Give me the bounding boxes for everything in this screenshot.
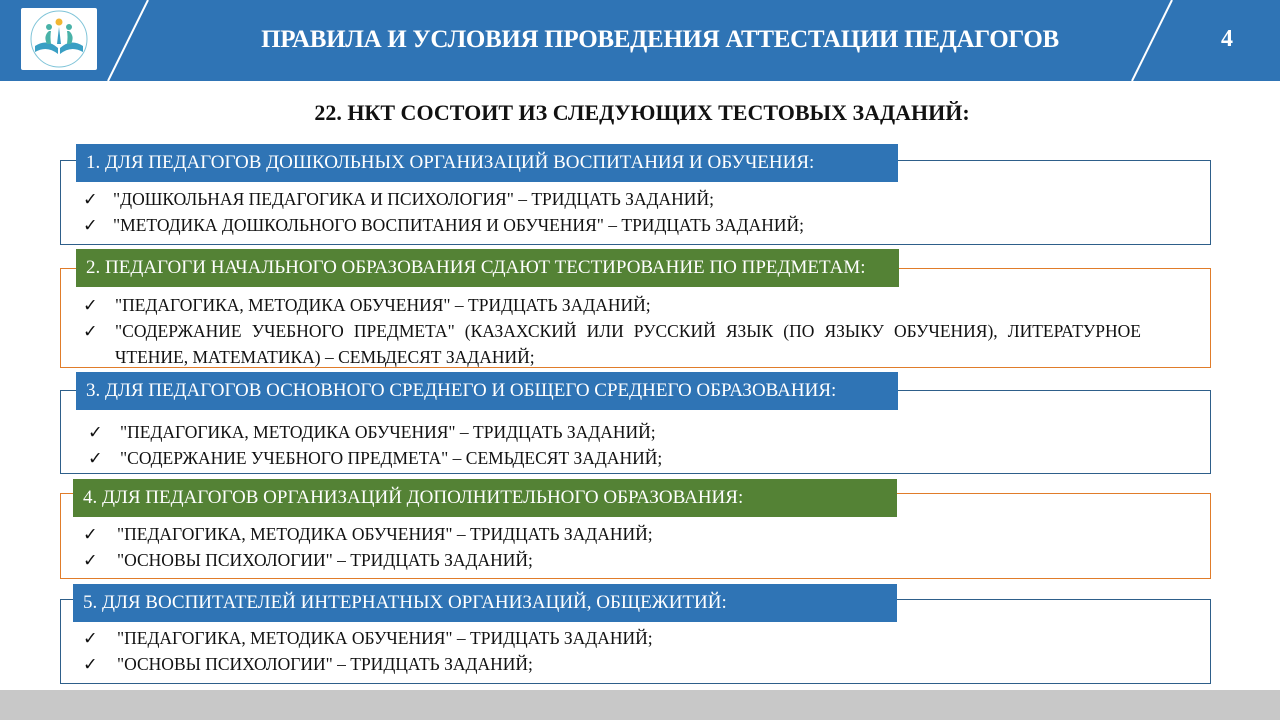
check-icon: ✓ — [88, 422, 103, 442]
footer-bar — [0, 690, 1280, 720]
check-icon: ✓ — [83, 321, 98, 341]
check-icon: ✓ — [83, 215, 98, 235]
section-3-box: ✓ "ПЕДАГОГИКА, МЕТОДИКА ОБУЧЕНИЯ" – ТРИДЦАТЬ ЗАДАНИЙ; ✓ "СОДЕРЖАНИЕ УЧЕБНОГО ПРЕДМЕТА" – СЕМЬДЕСЯТ ЗАДАНИЙ; — [60, 390, 1211, 474]
check-icon: ✓ — [88, 448, 103, 468]
slide-title: ПРАВИЛА И УСЛОВИЯ ПРОВЕДЕНИЯ АТТЕСТАЦИИ ПЕДАГОГОВ — [261, 26, 1059, 53]
section-2-box: ✓ "ПЕДАГОГИКА, МЕТОДИКА ОБУЧЕНИЯ" – ТРИДЦАТЬ ЗАДАНИЙ; ✓ "СОДЕРЖАНИЕ УЧЕБНОГО ПРЕДМЕТА" (КАЗАХСКИЙ ИЛИ РУССКИЙ ЯЗЫК (ПО ЯЗЫКУ ОБУЧЕНИЯ), ЛИТЕРАТУРНОЕ ЧТЕНИЕ, МАТЕМАТИКА) – СЕМЬДЕСЯТ ЗАДАНИЙ; — [60, 268, 1211, 368]
section-5-box: ✓ "ПЕДАГОГИКА, МЕТОДИКА ОБУЧЕНИЯ" – ТРИДЦАТЬ ЗАДАНИЙ; ✓ "ОСНОВЫ ПСИХОЛОГИИ" – ТРИДЦАТЬ ЗАДАНИЙ; — [60, 599, 1211, 684]
section-1-box: ✓ "ДОШКОЛЬНАЯ ПЕДАГОГИКА И ПСИХОЛОГИЯ" – ТРИДЦАТЬ ЗАДАНИЙ; ✓ "МЕТОДИКА ДОШКОЛЬНОГО ВОСПИТАНИЯ И ОБУЧЕНИЯ" – ТРИДЦАТЬ ЗАДАНИЙ; — [60, 160, 1211, 245]
section-1-label: 1. ДЛЯ ПЕДАГОГОВ ДОШКОЛЬНЫХ ОРГАНИЗАЦИЙ ВОСПИТАНИЯ И ОБУЧЕНИЯ: — [76, 144, 898, 182]
check-icon: ✓ — [83, 654, 98, 674]
check-icon: ✓ — [83, 524, 98, 544]
open-book-people-logo-icon — [21, 8, 97, 70]
check-icon: ✓ — [83, 295, 98, 315]
page-number: 4 — [1221, 26, 1233, 52]
section-4-box: ✓ "ПЕДАГОГИКА, МЕТОДИКА ОБУЧЕНИЯ" – ТРИДЦАТЬ ЗАДАНИЙ; ✓ "ОСНОВЫ ПСИХОЛОГИИ" – ТРИДЦАТЬ ЗАДАНИЙ; — [60, 493, 1211, 579]
check-icon: ✓ — [83, 628, 98, 648]
section-3-label: 3. ДЛЯ ПЕДАГОГОВ ОСНОВНОГО СРЕДНЕГО И ОБЩЕГО СРЕДНЕГО ОБРАЗОВАНИЯ: — [76, 372, 898, 410]
check-icon: ✓ — [83, 550, 98, 570]
section-4-label: 4. ДЛЯ ПЕДАГОГОВ ОРГАНИЗАЦИЙ ДОПОЛНИТЕЛЬНОГО ОБРАЗОВАНИЯ: — [73, 479, 897, 517]
check-icon: ✓ — [83, 189, 98, 209]
section-5-label: 5. ДЛЯ ВОСПИТАТЕЛЕЙ ИНТЕРНАТНЫХ ОРГАНИЗАЦИЙ, ОБЩЕЖИТИЙ: — [73, 584, 897, 622]
section-heading: 22. НКТ СОСТОИТ ИЗ СЛЕДУЮЩИХ ТЕСТОВЫХ ЗАДАНИЙ: — [314, 100, 970, 125]
section-2-label: 2. ПЕДАГОГИ НАЧАЛЬНОГО ОБРАЗОВАНИЯ СДАЮТ ТЕСТИРОВАНИЕ ПО ПРЕДМЕТАМ: — [76, 249, 899, 287]
slide-header — [0, 0, 1280, 81]
